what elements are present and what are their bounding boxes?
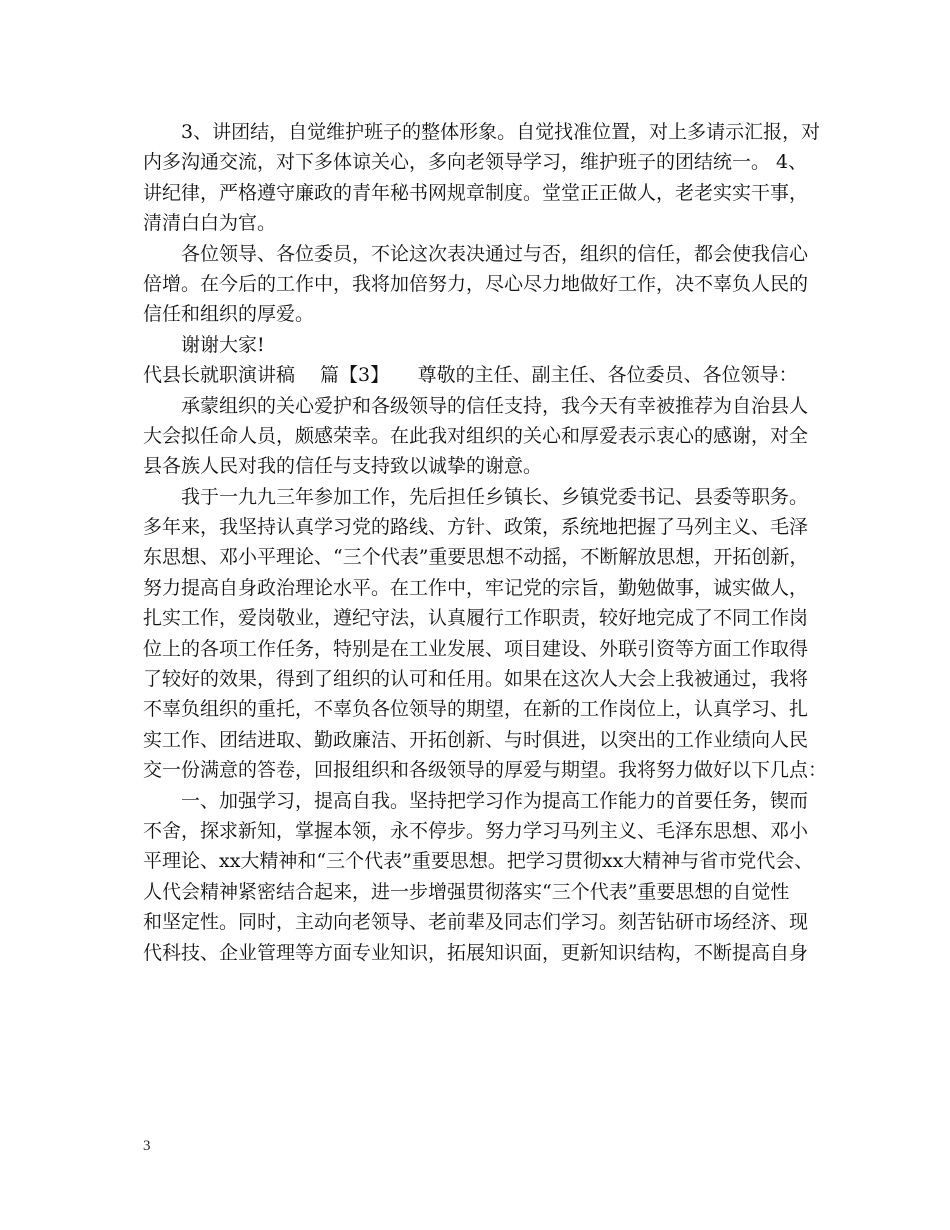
text-line: 县各族人民对我的信任与支持致以诚挚的谢意。 xyxy=(143,455,543,478)
text-line: 承蒙组织的关心爱护和各级领导的信任支持，我今天有幸被推荐为自治县人 xyxy=(181,394,809,417)
text-line: 谢谢大家! xyxy=(181,333,265,356)
text-line: 代县长就职演讲稿 篇【3】 尊敬的主任、副主任、各位委员、各位领导： xyxy=(143,364,798,387)
text-line: 不舍，探求新知，掌握本领，永不停步。努力学习马列主义、毛泽东思想、邓小 xyxy=(143,819,809,842)
text-line: 各位领导、各位委员，不论这次表决通过与否，组织的信任，都会使我信心 xyxy=(181,242,809,265)
text-line: 扎实工作，爱岗敬业，遵纪守法，认真履行工作职责，较好地完成了不同工作岗 xyxy=(143,607,809,630)
text-line: 大会拟任命人员，颇感荣幸。在此我对组织的关心和厚爱表示衷心的感谢，对全 xyxy=(143,424,809,447)
text-line: 3、讲团结，自觉维护班子的整体形象。自觉找准位置，对上多请示汇报，对 xyxy=(181,121,821,143)
text-line: 倍增。在今后的工作中，我将加倍努力，尽心尽力地做好工作，决不辜负人民的 xyxy=(143,272,809,295)
text-line: 努力提高自身政治理论水平。在工作中，牢记党的宗旨，勤勉做事，诚实做人， xyxy=(143,576,809,599)
text-line: 一、加强学习，提高自我。坚持把学习作为提高工作能力的首要任务，锲而 xyxy=(181,789,809,812)
text-line: 实工作、团结进取、勤政廉洁、开拓创新、与时俱进，以突出的工作业绩向人民 xyxy=(143,728,809,751)
text-line: 信任和组织的厚爱。 xyxy=(143,303,315,326)
page-number: 3 xyxy=(143,1138,151,1154)
text-line: 我于一九九三年参加工作，先后担任乡镇长、乡镇党委书记、县委等职务。 xyxy=(181,485,809,508)
text-line: 内多沟通交流，对下多体谅关心，多向老领导学习，维护班子的团结统一。 4、 xyxy=(143,151,808,174)
text-line: 多年来，我坚持认真学习党的路线、方针、政策，系统地把握了马列主义、毛泽 xyxy=(143,516,809,539)
text-line: 人代会精神紧密结合起来，进一步增强贯彻落实“三个代表”重要思想的自觉性 xyxy=(143,880,790,903)
text-line: 代科技、企业管理等方面专业知识，拓展知识面，更新知识结构，不断提高自身 xyxy=(143,941,809,964)
text-line: 位上的各项工作任务，特别是在工业发展、项目建设、外联引资等方面工作取得 xyxy=(143,637,809,660)
text-line: 交一份满意的答卷，回报组织和各级领导的厚爱与期望。我将努力做好以下几点： xyxy=(143,759,828,782)
text-line: 不辜负组织的重托，不辜负各位领导的期望，在新的工作岗位上，认真学习、扎 xyxy=(143,698,809,721)
text-line: 东思想、邓小平理论、“三个代表”重要思想不动摇，不断解放思想，开拓创新， xyxy=(143,546,809,569)
text-line: 平理论、xx大精神和“三个代表”重要思想。把学习贯彻xx大精神与省市党代会、 xyxy=(143,850,814,873)
document-body xyxy=(143,117,828,968)
text-line: 清清白白为官。 xyxy=(143,212,277,235)
text-line: 讲纪律，严格遵守廉政的青年秘书网规章制度。堂堂正正做人，老老实实干事， xyxy=(143,181,809,204)
text-line: 和坚定性。同时，主动向老领导、老前辈及同志们学习。刻苦钻研市场经济、现 xyxy=(143,911,809,934)
text-line: 了较好的效果，得到了组织的认可和任用。如果在这次人大会上我被通过，我将 xyxy=(143,668,809,691)
